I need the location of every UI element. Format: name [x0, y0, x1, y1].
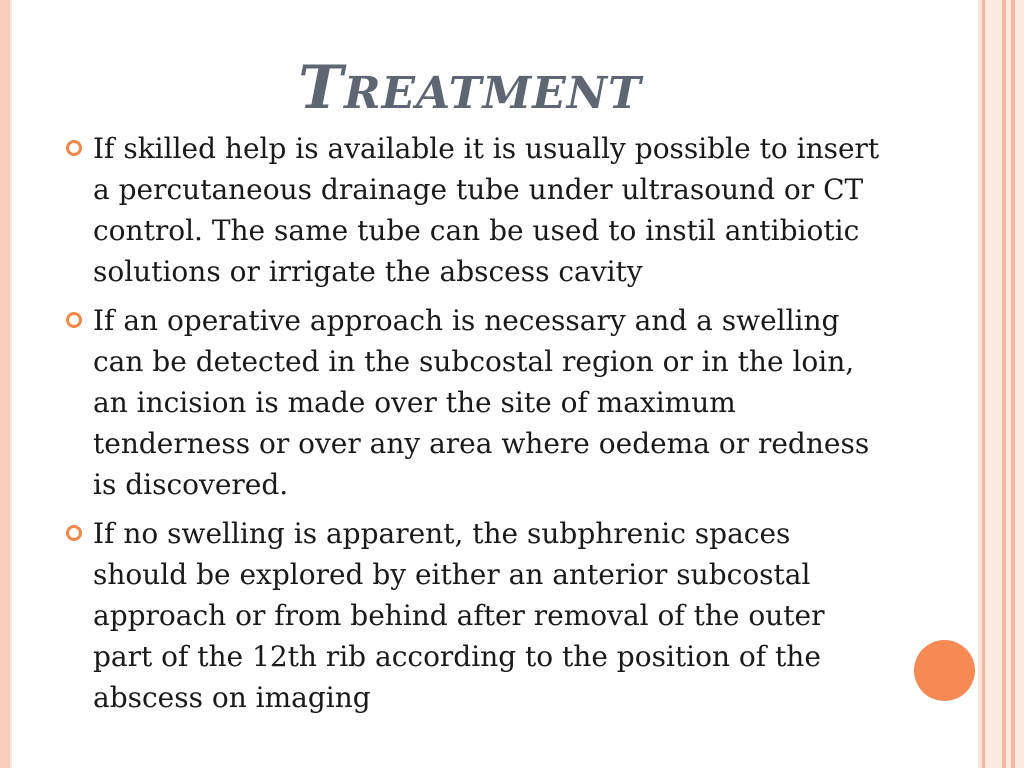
ring-bullet-icon — [66, 140, 82, 156]
bullet-list — [60, 128, 880, 726]
title-rest: REATMENT — [343, 68, 642, 119]
page-title — [0, 52, 940, 130]
ring-bullet-icon — [66, 525, 82, 541]
ring-bullet-icon — [66, 312, 82, 328]
bullet-text: If skilled help is available it is usually possible to insert a percutaneous drainage tube under ultrasound or CT control. The same tube can be used to instil antibiotic solutions or irrigate the abscess cavity — [93, 132, 880, 288]
bullet-text: If no swelling is apparent, the subphrenic spaces should be explored by either an anterior subcostal approach or from behind after removal of the outer part of the 12th rib according to the position of the abscess on imaging — [93, 517, 825, 714]
bullet-item — [60, 513, 880, 718]
bullet-item — [60, 128, 880, 292]
title-first-letter: T — [298, 53, 344, 123]
right-stripe-decoration — [978, 0, 1024, 768]
accent-circle-decoration — [914, 640, 975, 701]
bullet-text: If an operative approach is necessary and a swelling can be detected in the subcostal region or in the loin, an incision is made over the site of maximum tenderness or over any area where oedema or redness is discovered. — [93, 304, 870, 501]
bullet-item — [60, 300, 880, 505]
